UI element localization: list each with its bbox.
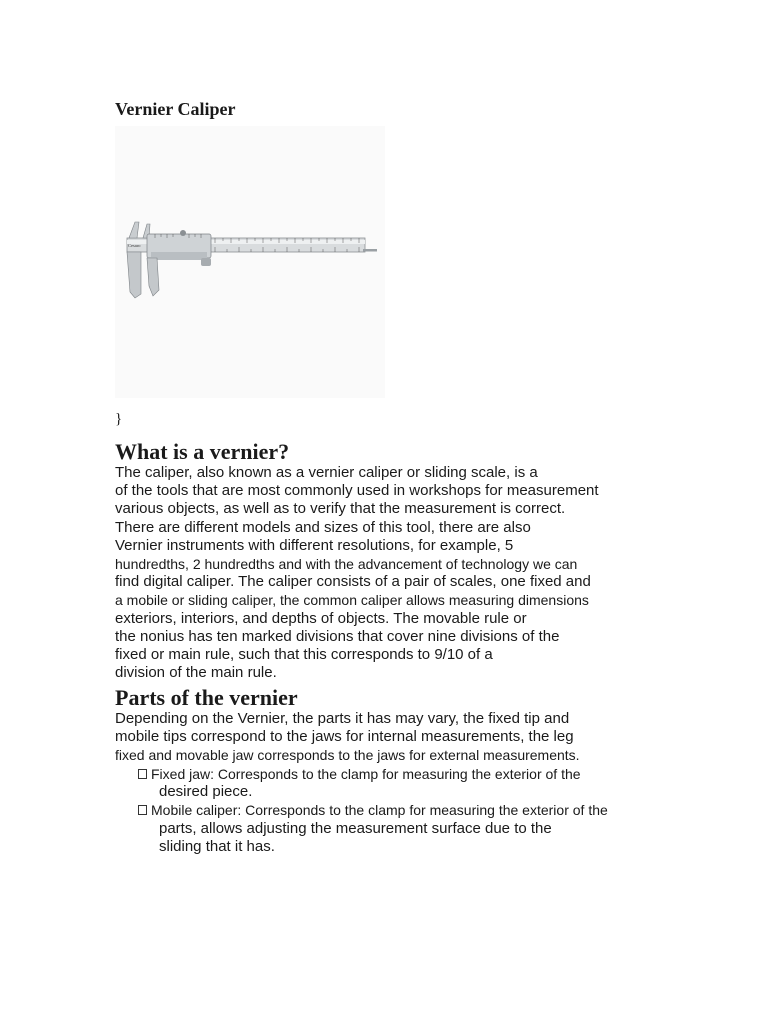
parts-bullet-list — [138, 765, 608, 856]
list-item-fixed-jaw — [138, 765, 608, 801]
paragraph-line: a mobile or sliding caliper, the common caliper allows measuring dimensions — [115, 592, 589, 609]
section-heading-what-is-vernier: What is a vernier? — [115, 439, 290, 464]
checkbox-bullet-icon — [138, 769, 147, 779]
paragraph-line: There are different models and sizes of this tool, there are also — [115, 518, 531, 536]
paragraph-line: of the tools that are most commonly used in workshops for measurement — [115, 482, 599, 500]
paragraph-line: The caliper, also known as a vernier caliper or sliding scale, is a — [115, 464, 538, 481]
paragraph-line: find digital caliper. The caliper consists of a pair of scales, one fixed and — [115, 573, 591, 591]
bullet-continuation-line: desired piece. — [159, 783, 253, 801]
bullet-line — [138, 801, 608, 819]
paragraph-line: Vernier instruments with different resolutions, for example, 5 — [115, 536, 514, 554]
bullet-continuation-line: parts, allows adjusting the measurement surface due to the — [159, 819, 552, 837]
bullet-text: Mobile caliper: Corresponds to the clamp for measuring the exterior of the — [151, 802, 608, 819]
paragraph-line: exteriors, interiors, and depths of objects. The movable rule or — [115, 609, 527, 627]
section-paragraph-parts-of-vernier — [115, 710, 580, 765]
checkbox-bullet-icon — [138, 805, 147, 815]
paragraph-line: hundredths, 2 hundredths and with the advancement of technology we can — [115, 555, 578, 572]
vernier-caliper-image — [115, 126, 385, 398]
paragraph-line: mobile tips correspond to the jaws for internal measurements, the leg — [115, 728, 574, 746]
section-paragraph-what-is-vernier — [115, 464, 599, 682]
bullet-line — [138, 765, 608, 783]
vernier-caliper-illustration — [115, 126, 385, 398]
document-title: Vernier Caliper — [115, 99, 236, 119]
section-heading-parts-of-vernier: Parts of the vernier — [115, 685, 298, 710]
paragraph-line: the nonius has ten marked divisions that cover nine divisions of the — [115, 627, 560, 645]
paragraph-line: fixed or main rule, such that this corresponds to 9/10 of a — [115, 645, 493, 663]
caliper-brand-text: Cesaro — [128, 243, 141, 248]
paragraph-line: fixed and movable jaw corresponds to the jaws for external measurements. — [115, 747, 580, 764]
paragraph-line: division of the main rule. — [115, 664, 277, 682]
paragraph-line: Depending on the Vernier, the parts it has may vary, the fixed tip and — [115, 710, 570, 727]
bullet-text: Fixed jaw: Corresponds to the clamp for measuring the exterior of the — [151, 766, 581, 782]
stray-brace: } — [115, 411, 123, 427]
paragraph-line: various objects, as well as to verify that the measurement is correct. — [115, 500, 566, 518]
bullet-continuation-line: sliding that it has. — [159, 837, 275, 855]
list-item-mobile-caliper — [138, 801, 608, 856]
